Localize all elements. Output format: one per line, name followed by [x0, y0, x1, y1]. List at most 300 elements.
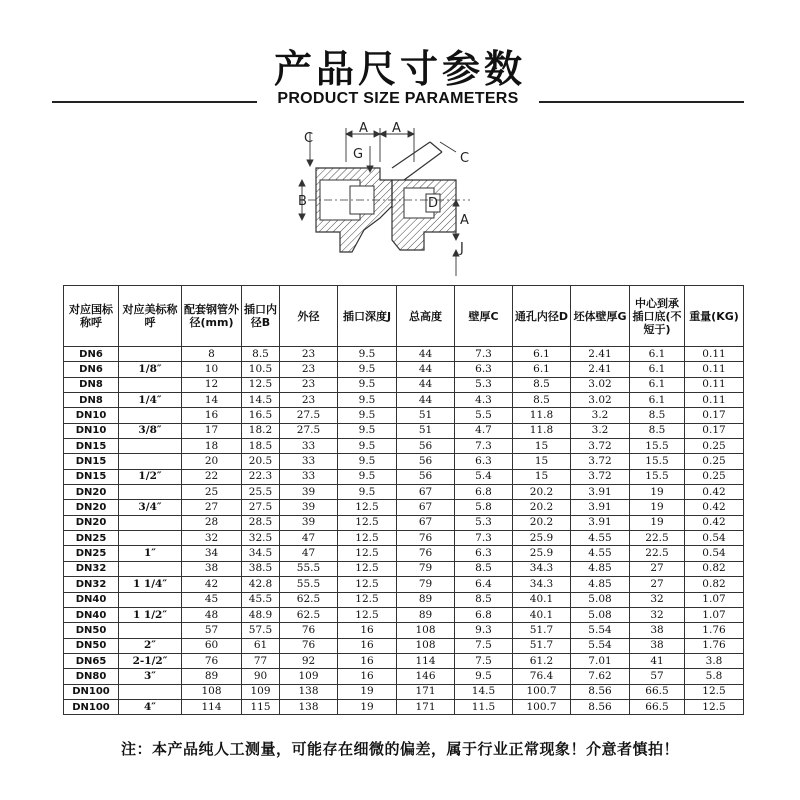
cell-pipe-od: 28	[182, 515, 242, 530]
cell-bore-d: 51.7	[513, 623, 571, 638]
label-j: J	[460, 241, 464, 256]
cell-us-nominal: 3″	[119, 669, 182, 684]
cell-us-nominal	[119, 623, 182, 638]
cell-outer-diameter: 39	[280, 515, 338, 530]
cell-weight: 1.76	[685, 623, 744, 638]
cell-wall-thickness-c: 7.3	[455, 531, 513, 546]
cell-gb-nominal: DN20	[64, 515, 119, 530]
cell-total-height: 171	[397, 699, 455, 714]
table-row	[64, 577, 744, 592]
cell-body-wall-g: 3.72	[571, 454, 630, 469]
cell-socket-bore-b: 48.9	[242, 607, 280, 622]
cell-total-height: 89	[397, 607, 455, 622]
cell-center-to-socket-a: 38	[630, 638, 685, 653]
cell-gb-nominal: DN6	[64, 362, 119, 377]
cell-pipe-od: 45	[182, 592, 242, 607]
cell-body-wall-g: 5.08	[571, 592, 630, 607]
cell-pipe-od: 32	[182, 531, 242, 546]
cell-body-wall-g: 4.55	[571, 546, 630, 561]
cell-total-height: 67	[397, 485, 455, 500]
cell-us-nominal: 1 1/4″	[119, 577, 182, 592]
cell-gb-nominal: DN65	[64, 653, 119, 668]
cell-socket-bore-b: 77	[242, 653, 280, 668]
cell-center-to-socket-a: 66.5	[630, 699, 685, 714]
cell-outer-diameter: 55.5	[280, 577, 338, 592]
table-row	[64, 439, 744, 454]
size-parameter-table	[63, 285, 744, 715]
cell-outer-diameter: 39	[280, 485, 338, 500]
cell-center-to-socket-a: 32	[630, 607, 685, 622]
cell-body-wall-g: 7.62	[571, 669, 630, 684]
cell-gb-nominal: DN10	[64, 408, 119, 423]
cell-center-to-socket-a: 6.1	[630, 393, 685, 408]
cell-weight: 0.42	[685, 500, 744, 515]
cell-outer-diameter: 62.5	[280, 607, 338, 622]
cell-socket-bore-b: 34.5	[242, 546, 280, 561]
cell-center-to-socket-a: 6.1	[630, 347, 685, 362]
cell-gb-nominal: DN100	[64, 684, 119, 699]
cell-us-nominal: 1/8″	[119, 362, 182, 377]
cell-wall-thickness-c: 6.8	[455, 485, 513, 500]
cell-body-wall-g: 2.41	[571, 362, 630, 377]
cell-bore-d: 6.1	[513, 347, 571, 362]
cell-center-to-socket-a: 22.5	[630, 546, 685, 561]
cell-wall-thickness-c: 5.5	[455, 408, 513, 423]
cell-socket-depth-j: 16	[338, 623, 397, 638]
cell-pipe-od: 34	[182, 546, 242, 561]
cell-center-to-socket-a: 19	[630, 500, 685, 515]
table-row	[64, 561, 744, 576]
cell-socket-depth-j: 9.5	[338, 439, 397, 454]
cell-total-height: 108	[397, 638, 455, 653]
cell-total-height: 56	[397, 454, 455, 469]
cell-socket-depth-j: 9.5	[338, 393, 397, 408]
cell-total-height: 76	[397, 531, 455, 546]
cell-gb-nominal: DN25	[64, 531, 119, 546]
cell-gb-nominal: DN100	[64, 699, 119, 714]
cell-body-wall-g: 7.01	[571, 653, 630, 668]
cell-outer-diameter: 76	[280, 638, 338, 653]
cell-center-to-socket-a: 27	[630, 577, 685, 592]
cell-socket-bore-b: 27.5	[242, 500, 280, 515]
cell-gb-nominal: DN8	[64, 377, 119, 392]
cell-us-nominal: 4″	[119, 699, 182, 714]
cell-gb-nominal: DN8	[64, 393, 119, 408]
cell-weight: 0.11	[685, 377, 744, 392]
cell-socket-depth-j: 19	[338, 684, 397, 699]
cell-outer-diameter: 33	[280, 454, 338, 469]
fitting-dimension-diagram	[280, 122, 520, 282]
fitting-body-left	[316, 168, 392, 252]
table-row	[64, 393, 744, 408]
cell-socket-depth-j: 12.5	[338, 546, 397, 561]
cell-bore-d: 40.1	[513, 607, 571, 622]
cell-pipe-od: 114	[182, 699, 242, 714]
table-row	[64, 607, 744, 622]
cell-outer-diameter: 23	[280, 347, 338, 362]
cell-socket-bore-b: 12.5	[242, 377, 280, 392]
cell-pipe-od: 14	[182, 393, 242, 408]
header-total-height: 总高度	[397, 286, 455, 347]
label-g: G	[353, 147, 364, 162]
cell-weight: 1.76	[685, 638, 744, 653]
table-row	[64, 485, 744, 500]
cell-body-wall-g: 8.56	[571, 699, 630, 714]
cell-outer-diameter: 23	[280, 362, 338, 377]
cell-outer-diameter: 39	[280, 500, 338, 515]
cell-wall-thickness-c: 8.5	[455, 592, 513, 607]
cell-pipe-od: 76	[182, 653, 242, 668]
cell-socket-bore-b: 115	[242, 699, 280, 714]
table-row	[64, 408, 744, 423]
cell-socket-depth-j: 9.5	[338, 377, 397, 392]
header-outer-diameter: 外径	[280, 286, 338, 347]
cell-bore-d: 25.9	[513, 531, 571, 546]
cell-bore-d: 100.7	[513, 684, 571, 699]
cell-body-wall-g: 4.85	[571, 561, 630, 576]
cell-outer-diameter: 47	[280, 546, 338, 561]
cell-body-wall-g: 3.91	[571, 485, 630, 500]
fitting-body-right	[392, 142, 456, 250]
subtitle-rule-right	[539, 101, 744, 103]
cell-socket-depth-j: 9.5	[338, 485, 397, 500]
cell-socket-depth-j: 12.5	[338, 500, 397, 515]
cell-us-nominal: 2″	[119, 638, 182, 653]
cell-gb-nominal: DN15	[64, 469, 119, 484]
cell-wall-thickness-c: 14.5	[455, 684, 513, 699]
cell-wall-thickness-c: 9.3	[455, 623, 513, 638]
cell-bore-d: 20.2	[513, 500, 571, 515]
cell-body-wall-g: 5.54	[571, 638, 630, 653]
cell-total-height: 114	[397, 653, 455, 668]
header-socket-depth-j: 插口深度J	[338, 286, 397, 347]
cell-socket-depth-j: 9.5	[338, 454, 397, 469]
cell-body-wall-g: 3.91	[571, 500, 630, 515]
cell-us-nominal	[119, 592, 182, 607]
cell-socket-bore-b: 18.2	[242, 423, 280, 438]
cell-us-nominal: 1″	[119, 546, 182, 561]
cell-outer-diameter: 23	[280, 377, 338, 392]
cell-bore-d: 11.8	[513, 408, 571, 423]
cell-outer-diameter: 138	[280, 699, 338, 714]
cell-socket-bore-b: 45.5	[242, 592, 280, 607]
cell-pipe-od: 42	[182, 577, 242, 592]
cell-pipe-od: 18	[182, 439, 242, 454]
cell-center-to-socket-a: 15.5	[630, 469, 685, 484]
cell-weight: 0.54	[685, 546, 744, 561]
cell-wall-thickness-c: 7.3	[455, 347, 513, 362]
cell-weight: 12.5	[685, 684, 744, 699]
page-title: 产品尺寸参数	[273, 47, 526, 91]
cell-us-nominal	[119, 408, 182, 423]
cell-pipe-od: 12	[182, 377, 242, 392]
cell-center-to-socket-a: 27	[630, 561, 685, 576]
cell-bore-d: 61.2	[513, 653, 571, 668]
cell-total-height: 146	[397, 669, 455, 684]
cell-total-height: 51	[397, 423, 455, 438]
table-row	[64, 531, 744, 546]
cell-gb-nominal: DN10	[64, 423, 119, 438]
cell-socket-bore-b: 14.5	[242, 393, 280, 408]
cell-body-wall-g: 5.08	[571, 607, 630, 622]
cell-bore-d: 15	[513, 439, 571, 454]
cell-weight: 0.17	[685, 408, 744, 423]
cell-socket-depth-j: 16	[338, 669, 397, 684]
cell-body-wall-g: 4.85	[571, 577, 630, 592]
cell-us-nominal: 1 1/2″	[119, 607, 182, 622]
cell-total-height: 89	[397, 592, 455, 607]
cell-socket-depth-j: 9.5	[338, 423, 397, 438]
cell-wall-thickness-c: 6.8	[455, 607, 513, 622]
cell-pipe-od: 108	[182, 684, 242, 699]
table-row	[64, 669, 744, 684]
cell-pipe-od: 8	[182, 347, 242, 362]
cell-socket-bore-b: 28.5	[242, 515, 280, 530]
cell-socket-bore-b: 18.5	[242, 439, 280, 454]
table-row	[64, 699, 744, 714]
cell-socket-bore-b: 57.5	[242, 623, 280, 638]
cell-center-to-socket-a: 6.1	[630, 377, 685, 392]
cell-weight: 0.42	[685, 515, 744, 530]
cell-pipe-od: 48	[182, 607, 242, 622]
cell-gb-nominal: DN40	[64, 592, 119, 607]
cell-center-to-socket-a: 15.5	[630, 454, 685, 469]
measurement-disclaimer: 注：本产品纯人工测量，可能存在细微的偏差，属于行业正常现象！介意者慎拍！	[120, 740, 679, 758]
cell-socket-depth-j: 19	[338, 699, 397, 714]
cell-pipe-od: 38	[182, 561, 242, 576]
cell-wall-thickness-c: 4.7	[455, 423, 513, 438]
cell-body-wall-g: 3.72	[571, 469, 630, 484]
cell-total-height: 67	[397, 515, 455, 530]
cell-us-nominal	[119, 377, 182, 392]
cell-gb-nominal: DN32	[64, 577, 119, 592]
cell-socket-depth-j: 12.5	[338, 561, 397, 576]
cell-total-height: 108	[397, 623, 455, 638]
cell-center-to-socket-a: 8.5	[630, 423, 685, 438]
cell-outer-diameter: 33	[280, 469, 338, 484]
header-bore-d: 通孔内径D	[513, 286, 571, 347]
cell-gb-nominal: DN15	[64, 454, 119, 469]
header-weight: 重量(KG)	[685, 286, 744, 347]
cell-center-to-socket-a: 57	[630, 669, 685, 684]
cell-socket-bore-b: 90	[242, 669, 280, 684]
cell-bore-d: 6.1	[513, 362, 571, 377]
cell-socket-bore-b: 25.5	[242, 485, 280, 500]
cell-center-to-socket-a: 38	[630, 623, 685, 638]
cell-outer-diameter: 76	[280, 623, 338, 638]
cell-socket-depth-j: 16	[338, 653, 397, 668]
table-row	[64, 592, 744, 607]
cell-gb-nominal: DN50	[64, 638, 119, 653]
cell-wall-thickness-c: 7.5	[455, 653, 513, 668]
cell-socket-depth-j: 9.5	[338, 408, 397, 423]
cell-body-wall-g: 3.91	[571, 515, 630, 530]
header-center-to-socket-a: 中心到承插口底(不短于)	[630, 286, 685, 347]
cell-us-nominal	[119, 561, 182, 576]
cell-wall-thickness-c: 9.5	[455, 669, 513, 684]
cell-bore-d: 76.4	[513, 669, 571, 684]
cell-socket-depth-j: 12.5	[338, 607, 397, 622]
cell-us-nominal: 1/2″	[119, 469, 182, 484]
table-row	[64, 423, 744, 438]
cell-center-to-socket-a: 19	[630, 485, 685, 500]
cell-pipe-od: 22	[182, 469, 242, 484]
header-socket-bore-b: 插口内径B	[242, 286, 280, 347]
cell-total-height: 44	[397, 347, 455, 362]
header-gb-nominal: 对应国标称呼	[64, 286, 119, 347]
cell-center-to-socket-a: 8.5	[630, 408, 685, 423]
cell-wall-thickness-c: 6.3	[455, 546, 513, 561]
cell-bore-d: 100.7	[513, 699, 571, 714]
cell-socket-bore-b: 42.8	[242, 577, 280, 592]
cell-outer-diameter: 23	[280, 393, 338, 408]
subtitle-row	[52, 90, 744, 112]
cell-body-wall-g: 3.02	[571, 377, 630, 392]
label-a-vertical: A	[460, 213, 469, 228]
cell-center-to-socket-a: 22.5	[630, 531, 685, 546]
cell-socket-depth-j: 9.5	[338, 347, 397, 362]
cell-outer-diameter: 92	[280, 653, 338, 668]
cell-outer-diameter: 109	[280, 669, 338, 684]
cell-total-height: 67	[397, 500, 455, 515]
cell-total-height: 171	[397, 684, 455, 699]
cell-socket-bore-b: 16.5	[242, 408, 280, 423]
cell-center-to-socket-a: 32	[630, 592, 685, 607]
cell-wall-thickness-c: 5.4	[455, 469, 513, 484]
cell-socket-bore-b: 32.5	[242, 531, 280, 546]
cell-pipe-od: 57	[182, 623, 242, 638]
cell-bore-d: 20.2	[513, 485, 571, 500]
cell-pipe-od: 17	[182, 423, 242, 438]
cell-socket-depth-j: 9.5	[338, 362, 397, 377]
cell-body-wall-g: 3.2	[571, 408, 630, 423]
cell-bore-d: 34.3	[513, 577, 571, 592]
cell-pipe-od: 60	[182, 638, 242, 653]
cell-pipe-od: 25	[182, 485, 242, 500]
cell-us-nominal	[119, 454, 182, 469]
cell-weight: 0.82	[685, 561, 744, 576]
table-row	[64, 377, 744, 392]
cell-weight: 0.25	[685, 439, 744, 454]
cell-wall-thickness-c: 4.3	[455, 393, 513, 408]
cell-wall-thickness-c: 7.3	[455, 439, 513, 454]
table-body	[64, 347, 744, 715]
cell-socket-bore-b: 10.5	[242, 362, 280, 377]
header-us-nominal: 对应美标称呼	[119, 286, 182, 347]
cell-wall-thickness-c: 6.3	[455, 454, 513, 469]
table-row	[64, 653, 744, 668]
cell-outer-diameter: 27.5	[280, 423, 338, 438]
cell-total-height: 56	[397, 469, 455, 484]
cell-wall-thickness-c: 7.5	[455, 638, 513, 653]
cell-weight: 0.54	[685, 531, 744, 546]
cell-total-height: 44	[397, 377, 455, 392]
label-d: D	[428, 196, 439, 211]
label-b: B	[298, 194, 307, 209]
cell-gb-nominal: DN25	[64, 546, 119, 561]
cell-socket-depth-j: 12.5	[338, 577, 397, 592]
cell-bore-d: 34.3	[513, 561, 571, 576]
cell-weight: 0.42	[685, 485, 744, 500]
cell-gb-nominal: DN20	[64, 500, 119, 515]
cell-wall-thickness-c: 5.3	[455, 377, 513, 392]
cell-weight: 0.11	[685, 362, 744, 377]
cell-weight: 0.82	[685, 577, 744, 592]
cell-total-height: 51	[397, 408, 455, 423]
cell-weight: 0.25	[685, 469, 744, 484]
cell-bore-d: 11.8	[513, 423, 571, 438]
label-a-right: A	[392, 122, 401, 136]
cell-weight: 12.5	[685, 699, 744, 714]
cell-bore-d: 15	[513, 469, 571, 484]
cell-gb-nominal: DN32	[64, 561, 119, 576]
cell-total-height: 56	[397, 439, 455, 454]
cell-weight: 1.07	[685, 607, 744, 622]
cell-pipe-od: 27	[182, 500, 242, 515]
cell-socket-bore-b: 61	[242, 638, 280, 653]
cell-weight: 5.8	[685, 669, 744, 684]
cell-center-to-socket-a: 6.1	[630, 362, 685, 377]
cell-socket-bore-b: 8.5	[242, 347, 280, 362]
table-row	[64, 362, 744, 377]
cell-socket-bore-b: 20.5	[242, 454, 280, 469]
table-row	[64, 638, 744, 653]
table-row	[64, 515, 744, 530]
cell-bore-d: 20.2	[513, 515, 571, 530]
cell-us-nominal	[119, 684, 182, 699]
table-header-row	[64, 286, 744, 347]
cell-outer-diameter: 138	[280, 684, 338, 699]
cell-pipe-od: 89	[182, 669, 242, 684]
cell-outer-diameter: 62.5	[280, 592, 338, 607]
cell-center-to-socket-a: 66.5	[630, 684, 685, 699]
cell-bore-d: 40.1	[513, 592, 571, 607]
label-c-right: C	[460, 151, 470, 166]
cell-us-nominal	[119, 485, 182, 500]
cell-gb-nominal: DN50	[64, 623, 119, 638]
cell-us-nominal	[119, 515, 182, 530]
cell-weight: 0.11	[685, 347, 744, 362]
cell-bore-d: 51.7	[513, 638, 571, 653]
cell-total-height: 44	[397, 393, 455, 408]
table-row	[64, 684, 744, 699]
cell-outer-diameter: 33	[280, 439, 338, 454]
cell-gb-nominal: DN6	[64, 347, 119, 362]
table-row	[64, 347, 744, 362]
table-row	[64, 469, 744, 484]
cell-body-wall-g: 3.2	[571, 423, 630, 438]
cell-pipe-od: 20	[182, 454, 242, 469]
cell-center-to-socket-a: 41	[630, 653, 685, 668]
cell-total-height: 79	[397, 577, 455, 592]
cell-us-nominal	[119, 531, 182, 546]
cell-body-wall-g: 8.56	[571, 684, 630, 699]
cell-socket-depth-j: 12.5	[338, 515, 397, 530]
cell-us-nominal	[119, 439, 182, 454]
cell-body-wall-g: 4.55	[571, 531, 630, 546]
cell-weight: 3.8	[685, 653, 744, 668]
cell-bore-d: 8.5	[513, 377, 571, 392]
cell-total-height: 76	[397, 546, 455, 561]
cell-wall-thickness-c: 6.3	[455, 362, 513, 377]
cell-gb-nominal: DN80	[64, 669, 119, 684]
cell-us-nominal: 2-1/2″	[119, 653, 182, 668]
header-pipe-od: 配套钢管外径(mm)	[182, 286, 242, 347]
cell-weight: 0.17	[685, 423, 744, 438]
cell-body-wall-g: 2.41	[571, 347, 630, 362]
cell-center-to-socket-a: 15.5	[630, 439, 685, 454]
cell-socket-depth-j: 12.5	[338, 592, 397, 607]
